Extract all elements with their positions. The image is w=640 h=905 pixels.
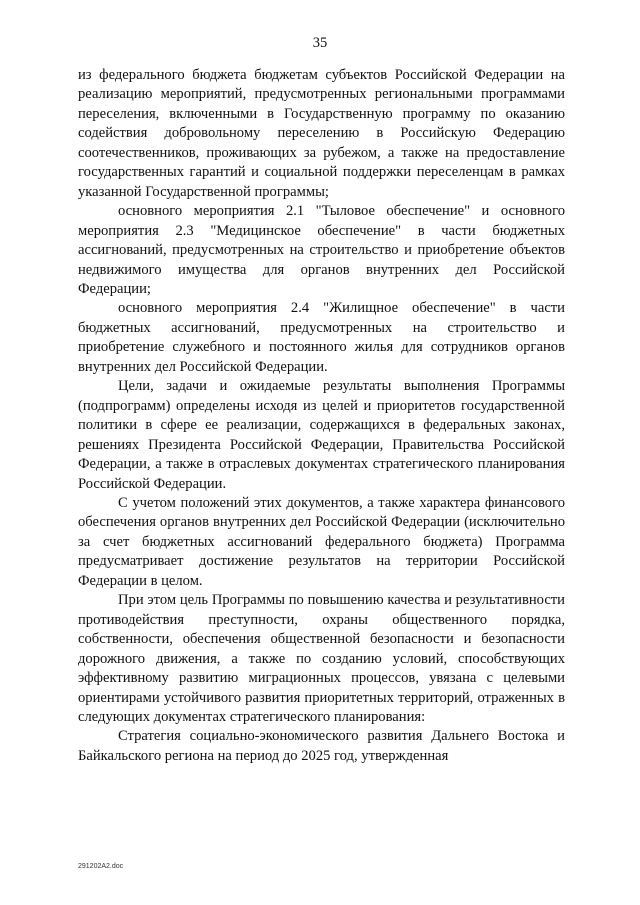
page-number: 35 (312, 35, 328, 51)
paragraph-7: Стратегия социально-экономического развития Дальнего Востока и Байкальского региона на период до 2025 год, утвержденная (78, 728, 565, 764)
paragraph-5: С учетом положений этих документов, а также характера финансового обеспечения органов внутренних дел Российской Федерации (исключительно за счет бюджетных ассигнований федерального бюджета) Программа предусматривает достижение результатов на территории Российской Федерации в целом. (78, 494, 565, 589)
paragraph-6: При этом цель Программы по повышению качества и результативности противодействия преступности, охраны общественного порядка, собственности, обеспечения общественной безопасности и безопасности дорожного движения, а также по созданию условий, способствующих эффективному развитию миграционных процессов, увязана с целевыми ориентирами устойчивого развития приоритетных территорий, отраженных в следующих документах стратегического планирования: (78, 592, 565, 725)
paragraph-1: из федерального бюджета бюджетам субъектов Российской Федерации на реализацию мероприятий, предусмотренных региональными программами переселения, включенными в Государственную программу по оказанию содействия добровольному переселению в Российскую Федерацию соотечественников, проживающих за рубежом, а также на предоставление государственных гарантий и социальной поддержки переселенцам в рамках указанной Государственной программы; (78, 67, 565, 200)
document-file-code: 291202A2.doc (78, 863, 124, 870)
paragraph-4: Цели, задачи и ожидаемые результаты выполнения Программы (подпрограмм) определены исходя из целей и приоритетов государственной политики в сфере ее реализации, содержащихся в федеральных законах, решениях Президента Российской Федерации, Правительства Российской Федерации, а также в отраслевых документах стратегического планирования Российской Федерации. (78, 378, 565, 492)
paragraph-2: основного мероприятия 2.1 "Тыловое обеспечение" и основного мероприятия 2.3 "Медицинское обеспечение" в части бюджетных ассигнований, предусмотренных на строительство и приобретение объектов недвижимого имущества для органов внутренних дел Российской Федерации; (78, 203, 565, 297)
paragraph-3: основного мероприятия 2.4 "Жилищное обеспечение" в части бюджетных ассигнований, предусмотренных на строительство и приобретение служебного и постоянного жилья для сотрудников органов внутренних дел Российской Федерации. (78, 300, 565, 375)
document-body (78, 66, 565, 766)
